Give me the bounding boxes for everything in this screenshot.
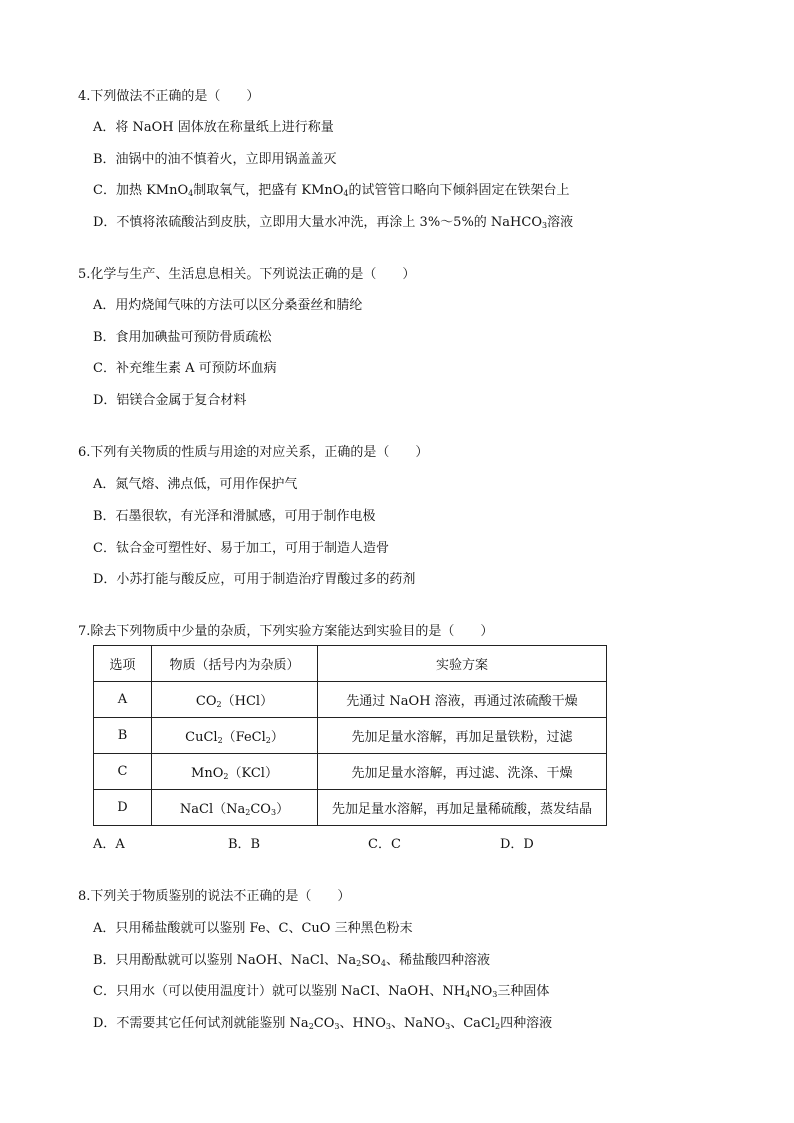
table-cell-option: A [94,682,152,718]
table-header-row [94,646,607,682]
question-8-option-d: D．不需要其它任何试剂就能鉴别 $Na_2CO_3$、$HNO_3$、NaNO$_3$、CaCl$_2$四种溶液 [93,1016,553,1031]
table-cell-substance: $CO_2(HCl)$ [152,682,318,718]
question-4-option-c: C．加热 KMnO$_4$制取氧气，把盛有 KMnO$_4$的试管管口略向下倾斜固定在铁架台上 [93,183,570,198]
question-6-stem: 6.下列有关物质的性质与用途的对应关系，正确的是（ ） [78,445,429,460]
table-cell-method: 先加足量水溶解，再加足量稀硫酸，蒸发结晶 [318,790,607,826]
table-cell-option: B [94,718,152,754]
table-row [94,682,607,718]
question-7-answer-b: B．B [228,837,261,852]
question-6-option-d: D．小苏打能与酸反应，可用于制造治疗胃酸过多的药剂 [93,572,416,587]
question-5-option-a: A．用灼烧闻气味的方法可以区分桑蚕丝和腈纶 [93,298,363,313]
table-cell-substance: $NaCl(Na_2CO_3)$ [152,790,318,826]
question-8-option-a: A．只用稀盐酸就可以鉴别 Fe、C、CuO 三种黑色粉末 [93,921,413,936]
question-7-answer-d: D．D [500,837,534,852]
table-cell-method: 先加足量水溶解，再加足量铁粉，过滤 [318,718,607,754]
table-cell-method: 先通过 NaOH 溶液，再通过浓硫酸干燥 [318,682,607,718]
question-8-stem: 8.下列关于物质鉴别的说法不正确的是（ ） [78,889,351,904]
question-6-option-b: B．石墨很软，有光泽和滑腻感，可用于制作电极 [93,509,376,524]
table-cell-substance: CuCl$_2$（FeCl$_2$） [152,718,318,754]
question-4-option-d: D．不慎将浓硫酸沾到皮肤，立即用大量水冲洗，再涂上 3%～5%的 NaHCO$_3$溶液 [93,215,574,230]
question-7-answer-a: A．A [93,837,125,852]
question-5-option-d: D．铝镁合金属于复合材料 [93,393,247,408]
question-4-option-b: B．油锅中的油不慎着火，立即用锅盖盖灭 [93,152,337,167]
table-cell-option: D [94,790,152,826]
table-header-cell: 选项 [94,646,152,682]
question-7-table [93,645,607,826]
question-6-option-a: A．氮气熔、沸点低，可用作保护气 [93,477,298,492]
table-row [94,718,607,754]
question-5-option-b: B．食用加碘盐可预防骨质疏松 [93,330,272,345]
question-6-option-c: C．钛合金可塑性好、易于加工，可用于制造人造骨 [93,541,389,556]
table-row [94,790,607,826]
question-5-option-c: C．补充维生素 A 可预防坏血病 [93,361,277,376]
table-cell-substance: MnO$_2$（KCl） [152,754,318,790]
question-4-stem: 4.下列做法不正确的是（ ） [78,89,260,104]
table-header-cell: 实验方案 [318,646,607,682]
question-7-stem: 7.除去下列物质中少量的杂质，下列实验方案能达到实验目的是（ ） [78,624,494,639]
table-cell-method: 先加足量水溶解，再过滤、洗涤、干燥 [318,754,607,790]
table-header-cell: 物质（括号内为杂质） [152,646,318,682]
question-5-stem: 5.化学与生产、生活息息相关。下列说法正确的是（ ） [78,267,416,282]
table-cell-option: C [94,754,152,790]
question-7-answer-c: C．C [368,837,401,852]
question-4-option-a: A．将 NaOH 固体放在称量纸上进行称量 [93,120,334,135]
question-8-option-b: B．只用酚酞就可以鉴别 NaOH、NaCl、$Na_2SO_4$、稀盐酸四种溶液 [93,953,490,968]
question-8-option-c: C．只用水（可以使用温度计）就可以鉴别 NaCI、NaOH、$NH_4NO_3$三种固体 [93,984,550,999]
table-row [94,754,607,790]
